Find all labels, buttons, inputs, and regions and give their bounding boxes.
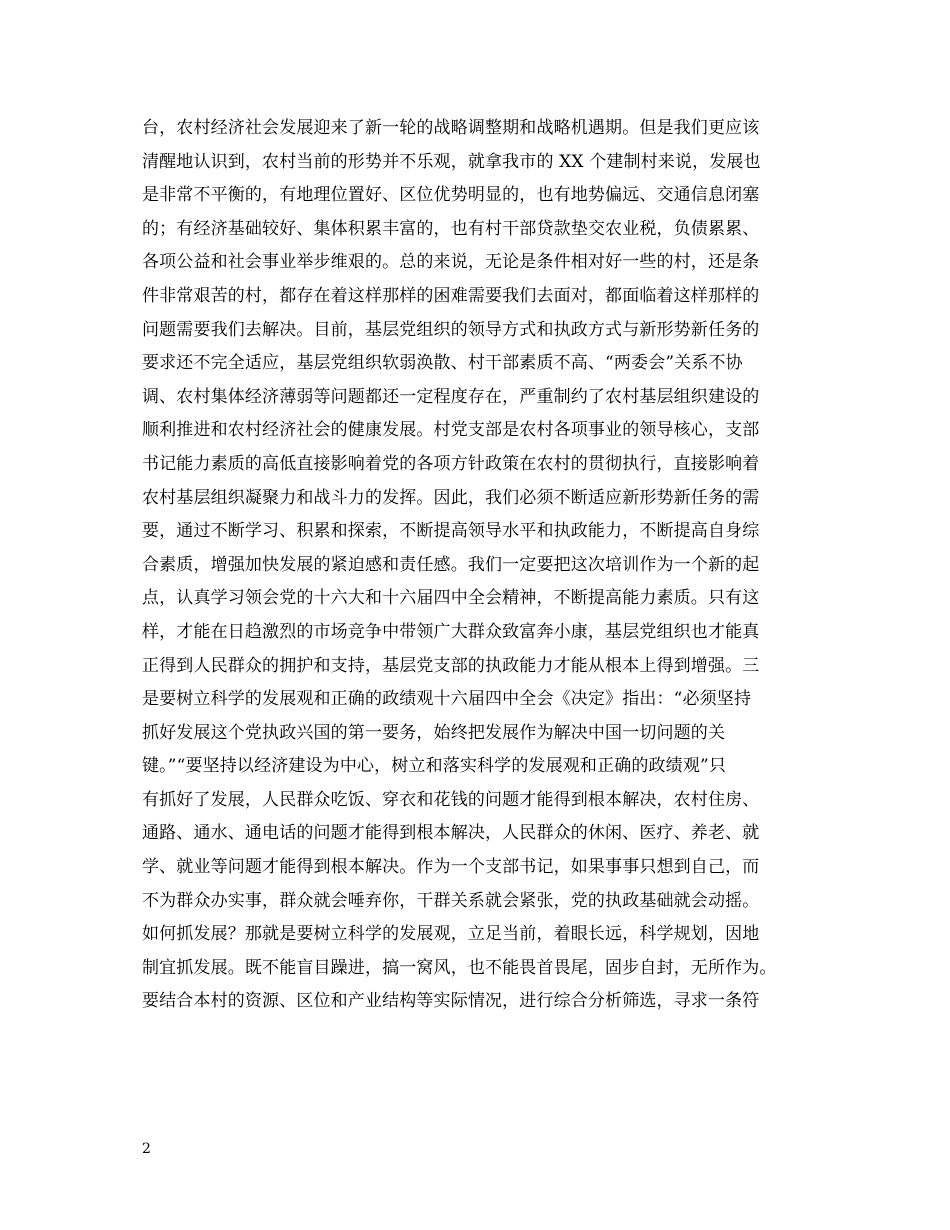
text-line: 通路、通水、通电话的问题才能得到根本解决，人民群众的休闲、医疗、养老、就: [142, 823, 760, 844]
text-line: 有抓好了发展，人民群众吃饭、穿衣和花钱的问题才能得到根本解决，农村住房、: [142, 789, 760, 810]
text-line: 学、就业等问题才能得到根本解决。作为一个支部书记，如果事事只想到自己，而: [142, 857, 760, 878]
text-line: 如何抓发展？那就是要树立科学的发展观，立足当前，着眼长远，科学规划，因地: [142, 924, 760, 945]
text-line: 点，认真学习领会党的十六大和十六届四中全会精神，不断提高能力素质。只有这: [142, 588, 760, 609]
text-line: 是要树立科学的发展观和正确的政绩观十六届四中全会《决定》指出：“必须坚持: [142, 689, 752, 710]
text-line: 样，才能在日趋激烈的市场竞争中带领广大群众致富奔小康，基层党组织也才能真: [142, 621, 760, 642]
text-line: 是非常不平衡的，有地理位置好、区位优势明显的，也有地势偏远、交通信息闭塞: [142, 185, 760, 206]
text-line: 不为群众办实事，群众就会唾弃你，干群关系就会紧张，党的执政基础就会动摇。: [142, 890, 760, 911]
text-line: 顺利推进和农村经济社会的健康发展。村党支部是农村各项事业的领导核心，支部: [142, 420, 760, 441]
text-line: 合素质，增强加快发展的紧迫感和责任感。我们一定要把这次培训作为一个新的起: [142, 554, 760, 575]
text-line: 正得到人民群众的拥护和支持，基层党支部的执政能力才能从根本上得到增强。三: [142, 655, 760, 676]
page-number: 2: [142, 1141, 151, 1157]
text-line: 件非常艰苦的村，都存在着这样那样的困难需要我们去面对，都面临着这样那样的: [142, 285, 760, 306]
text-line: 台，农村经济社会发展迎来了新一轮的战略调整期和战略机遇期。但是我们更应该: [142, 118, 760, 138]
text-line: 调、农村集体经济薄弱等问题都还一定程度存在，严重制约了农村基层组织建设的: [142, 386, 760, 407]
text-line: 清醒地认识到，农村当前的形势并不乐观，就拿我市的 XX 个建制村来说，发展也: [142, 151, 761, 172]
text-line: 要，通过不断学习、积累和探索，不断提高领导水平和执政能力，不断提高自身综: [142, 521, 760, 542]
text-line: 制宜抓发展。既不能盲目躁进，搞一窝风，也不能畏首畏尾，固步自封，无所作为。: [142, 957, 777, 978]
text-line: 农村基层组织凝聚力和战斗力的发挥。因此，我们必须不断适应新形势新任务的需: [142, 487, 760, 508]
text-line: 要结合本村的资源、区位和产业结构等实际情况，进行综合分析筛选，寻求一条符: [142, 991, 760, 1012]
text-line: 要求还不完全适应，基层党组织软弱涣散、村干部素质不高、“两委会”关系不协: [142, 353, 743, 374]
text-line: 书记能力素质的高低直接影响着党的各项方针政策在农村的贯彻执行，直接影响着: [142, 453, 760, 474]
body-text: [142, 112, 832, 1019]
text-line: 键。”“要坚持以经济建设为中心，树立和落实科学的发展观和正确的政绩观”只: [142, 756, 726, 777]
text-line: 的；有经济基础较好、集体积累丰富的，也有村干部贷款垫交农业税，负债累累、: [142, 218, 760, 239]
text-line: 抓好发展这个党执政兴国的第一要务，始终把发展作为解决中国一切问题的关: [142, 722, 726, 743]
text-line: 各项公益和社会事业举步维艰的。总的来说，无论是条件相对好一些的村，还是条: [142, 252, 760, 273]
text-line: 问题需要我们去解决。目前，基层党组织的领导方式和执政方式与新形势新任务的: [142, 319, 760, 340]
